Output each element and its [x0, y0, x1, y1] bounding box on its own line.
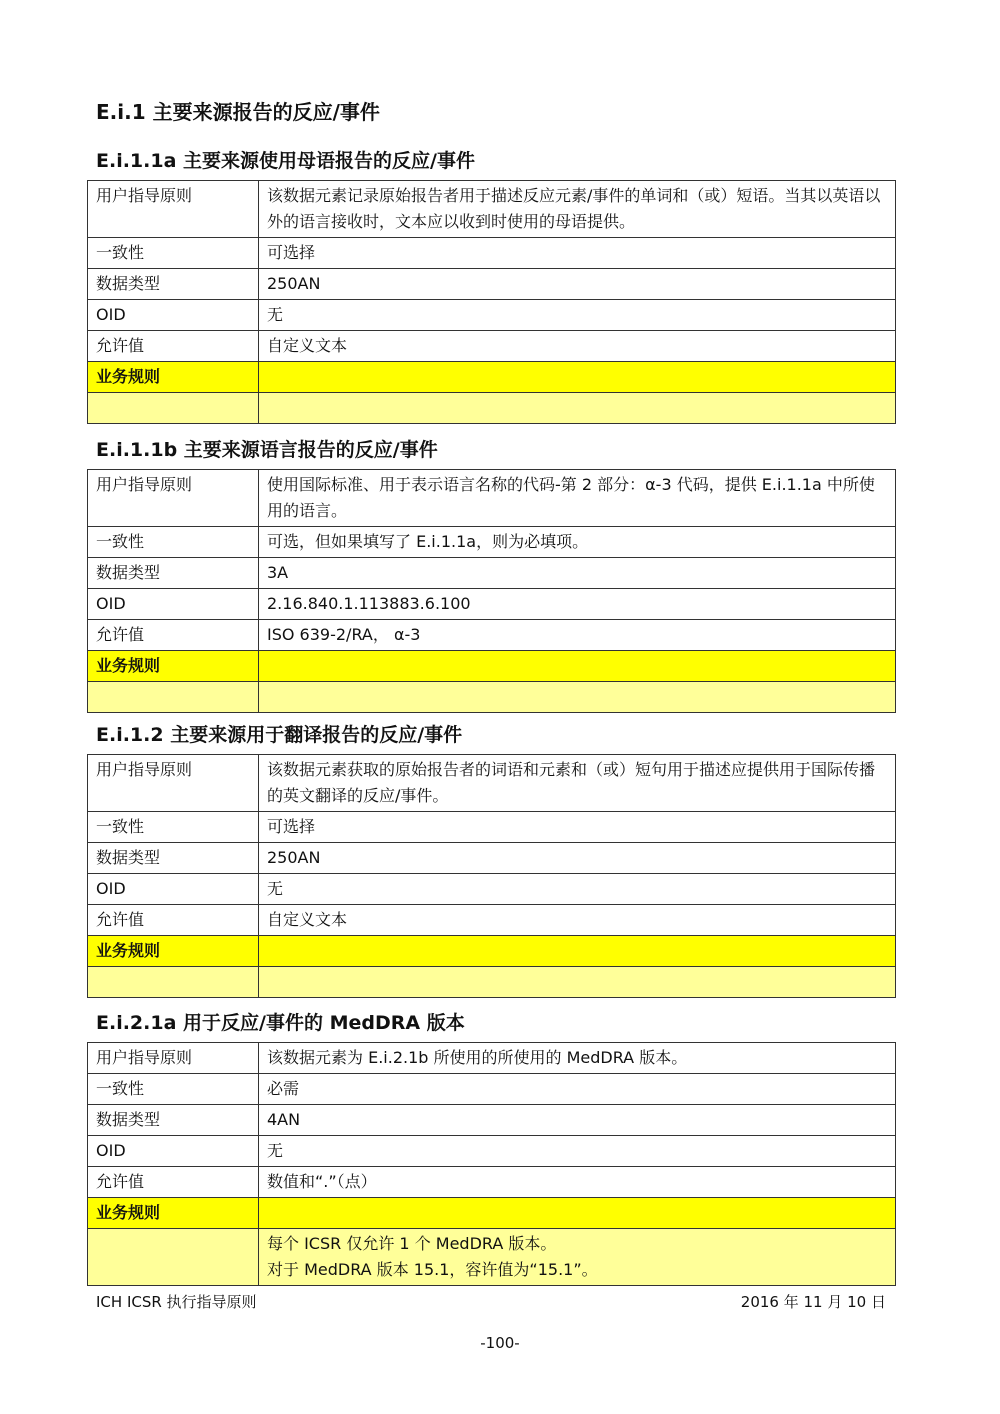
row-label: 用户指导原则: [88, 755, 259, 812]
table-row: [88, 558, 896, 589]
table-row: [88, 269, 896, 300]
row-value: ISO 639-2/RA， α-3: [259, 620, 896, 651]
business-rules-body: [88, 682, 896, 713]
row-label: 一致性: [88, 527, 259, 558]
row-label: 用户指导原则: [88, 470, 259, 527]
business-rules-text: [259, 967, 896, 998]
business-rules-body: [88, 1229, 896, 1286]
table-row: [88, 620, 896, 651]
business-rules-header: [88, 651, 896, 682]
business-rules-label: 业务规则: [88, 936, 259, 967]
table-row: [88, 470, 896, 527]
row-value: 无: [259, 874, 896, 905]
section-heading: E.i.1 主要来源报告的反应/事件: [96, 100, 380, 124]
row-label: 允许值: [88, 1167, 259, 1198]
table-row: [88, 527, 896, 558]
row-label: OID: [88, 589, 259, 620]
row-value: 必需: [259, 1074, 896, 1105]
row-value: 该数据元素获取的原始报告者的词语和元素和（或）短句用于描述应提供用于国际传播的英文翻译的反应/事件。: [259, 755, 896, 812]
business-rules-header: [88, 936, 896, 967]
page-number: -100-: [480, 1334, 520, 1352]
business-rules-header: [88, 1198, 896, 1229]
business-rule-line: 对于 MedDRA 版本 15.1，容许值为“15.1”。: [267, 1260, 598, 1279]
table-row: [88, 1167, 896, 1198]
row-value: 2.16.840.1.113883.6.100: [259, 589, 896, 620]
table-row: [88, 181, 896, 238]
row-label: 允许值: [88, 331, 259, 362]
table-row: [88, 843, 896, 874]
table-row: [88, 905, 896, 936]
row-value: 无: [259, 300, 896, 331]
business-rules-text: [259, 1229, 896, 1286]
row-label: 数据类型: [88, 1105, 259, 1136]
subsection-title: E.i.1.2 主要来源用于翻译报告的反应/事件: [96, 724, 463, 746]
business-rules-text: [259, 393, 896, 424]
row-label: 数据类型: [88, 843, 259, 874]
table-row: [88, 755, 896, 812]
business-rules-label: 业务规则: [88, 362, 259, 393]
row-value: 250AN: [259, 269, 896, 300]
table-row: [88, 589, 896, 620]
spec-table: [87, 180, 896, 424]
row-label: OID: [88, 300, 259, 331]
row-value: 自定义文本: [259, 331, 896, 362]
subsection-title: E.i.2.1a 用于反应/事件的 MedDRA 版本: [96, 1012, 465, 1034]
row-label: 一致性: [88, 1074, 259, 1105]
row-value: 4AN: [259, 1105, 896, 1136]
table-row: [88, 1074, 896, 1105]
business-rules-body: [88, 967, 896, 998]
business-rules-empty-cell: [88, 1229, 259, 1286]
row-label: 数据类型: [88, 269, 259, 300]
business-rules-header: [88, 362, 896, 393]
table-row: [88, 812, 896, 843]
row-value: 可选择: [259, 812, 896, 843]
table-row: [88, 874, 896, 905]
row-value: 250AN: [259, 843, 896, 874]
row-label: 一致性: [88, 238, 259, 269]
business-rules-label: 业务规则: [88, 651, 259, 682]
row-label: OID: [88, 1136, 259, 1167]
table-row: [88, 238, 896, 269]
table-row: [88, 1136, 896, 1167]
business-rules-header-cell: [259, 1198, 896, 1229]
row-label: 数据类型: [88, 558, 259, 589]
business-rules-label: 业务规则: [88, 1198, 259, 1229]
footer-document-title: ICH ICSR 执行指导原则: [96, 1293, 257, 1311]
footer-date: 2016 年 11 月 10 日: [740, 1293, 886, 1311]
row-label: 用户指导原则: [88, 1043, 259, 1074]
table-row: [88, 331, 896, 362]
business-rules-text: [259, 682, 896, 713]
business-rules-empty-cell: [88, 682, 259, 713]
row-value: 自定义文本: [259, 905, 896, 936]
spec-table: [87, 1042, 896, 1286]
subsection-title: E.i.1.1b 主要来源语言报告的反应/事件: [96, 439, 438, 461]
row-value: 可选，但如果填写了 E.i.1.1a，则为必填项。: [259, 527, 896, 558]
row-value: 无: [259, 1136, 896, 1167]
business-rules-empty-cell: [88, 967, 259, 998]
row-value: 使用国际标准、用于表示语言名称的代码-第 2 部分：α-3 代码，提供 E.i.1.1a 中所使用的语言。: [259, 470, 896, 527]
row-label: 用户指导原则: [88, 181, 259, 238]
row-value: 3A: [259, 558, 896, 589]
business-rule-line: 每个 ICSR 仅允许 1 个 MedDRA 版本。: [267, 1234, 557, 1253]
row-value: 可选择: [259, 238, 896, 269]
row-label: 允许值: [88, 620, 259, 651]
row-value: 该数据元素为 E.i.2.1b 所使用的所使用的 MedDRA 版本。: [259, 1043, 896, 1074]
business-rules-empty-cell: [88, 393, 259, 424]
row-label: OID: [88, 874, 259, 905]
row-value: 数值和“.”（点）: [259, 1167, 896, 1198]
row-label: 允许值: [88, 905, 259, 936]
business-rules-body: [88, 393, 896, 424]
table-row: [88, 1105, 896, 1136]
business-rules-header-cell: [259, 362, 896, 393]
spec-table: [87, 469, 896, 713]
spec-table: [87, 754, 896, 998]
subsection-title: E.i.1.1a 主要来源使用母语报告的反应/事件: [96, 150, 475, 172]
business-rules-header-cell: [259, 651, 896, 682]
business-rules-header-cell: [259, 936, 896, 967]
table-row: [88, 300, 896, 331]
row-value: 该数据元素记录原始报告者用于描述反应元素/事件的单词和（或）短语。当其以英语以外的语言接收时，文本应以收到时使用的母语提供。: [259, 181, 896, 238]
row-label: 一致性: [88, 812, 259, 843]
table-row: [88, 1043, 896, 1074]
